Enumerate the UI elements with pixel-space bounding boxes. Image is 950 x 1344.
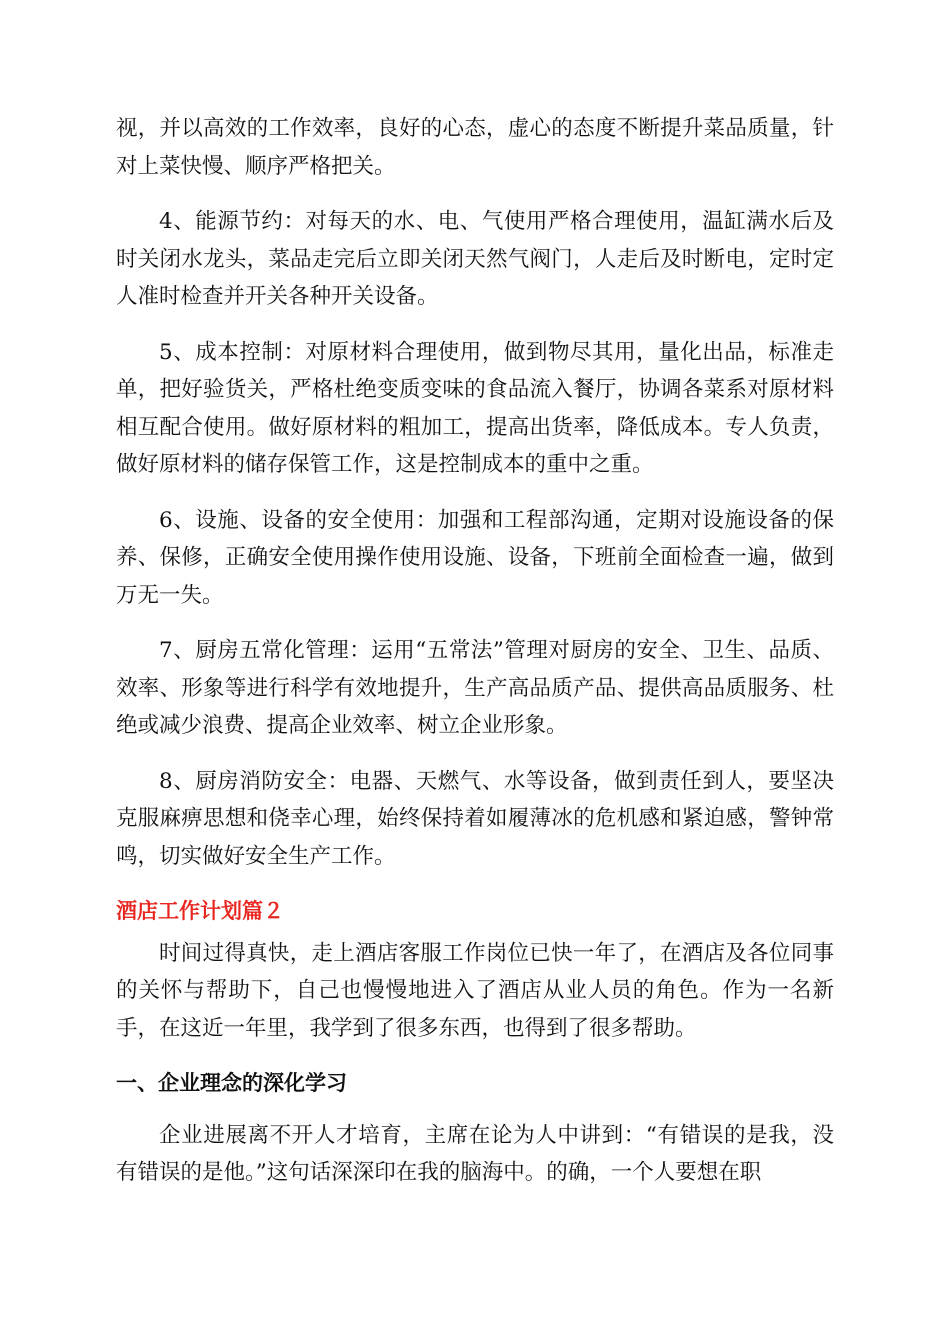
article-heading: 酒店工作计划篇２	[116, 899, 284, 923]
paragraph-equipment-safety: 6、设施、设备的安全使用：加强和工程部沟通，定期对设施设备的保养、保修，正确安全使用操作使用设施、设备，下班前全面检查一遍，做到万无一失。	[116, 507, 834, 608]
paragraph-section-body: 企业进展离不开人才培育，主席在论为人中讲到：“有错误的是我，没有错误的是他。”这句话深深印在我的脑海中。的确，一个人要想在职	[116, 1122, 834, 1185]
section-heading: 一、企业理念的深化学习	[116, 1071, 347, 1095]
paragraph-continued: 视，并以高效的工作效率，良好的心态，虚心的态度不断提升菜品质量，针对上菜快慢、顺序严格把关。	[116, 116, 834, 179]
paragraph-energy-saving: 4、能源节约：对每天的水、电、气使用严格合理使用，温缸满水后及时关闭水龙头，菜品走完后立即关闭天然气阀门，人走后及时断电，定时定人准时检查并开关各种开关设备。	[116, 209, 834, 309]
paragraph-five-s-management: 7、厨房五常化管理：运用“五常法”管理对厨房的安全、卫生、品质、效率、形象等进行科学有效地提升，生产高品质产品、提供高品质服务、杜绝或减少浪费、提高企业效率、树立企业形象。	[116, 638, 834, 738]
document-page	[116, 110, 834, 1210]
paragraph-cost-control: 5、成本控制：对原材料合理使用，做到物尽其用，量化出品，标准走单，把好验货关，严格杜绝变质变味的食品流入餐厅，协调各菜系对原材料相互配合使用。做好原材料的粗加工，提高出货率，降低成本。专人负责，做好原材料的储存保管工作，这是控制成本的重中之重。	[116, 339, 834, 477]
paragraph-fire-safety: 8、厨房消防安全：电器、天燃气、水等设备，做到责任到人，要坚决克服麻痹思想和侥幸心理，始终保持着如履薄冰的危机感和紧迫感，警钟常鸣，切实做好安全生产工作。	[116, 768, 834, 869]
paragraph-intro: 时间过得真快，走上酒店客服工作岗位已快一年了，在酒店及各位同事的关怀与帮助下，自己也慢慢地进入了酒店从业人员的角色。作为一名新手，在这近一年里，我学到了很多东西，也得到了很多帮助。	[116, 940, 834, 1041]
